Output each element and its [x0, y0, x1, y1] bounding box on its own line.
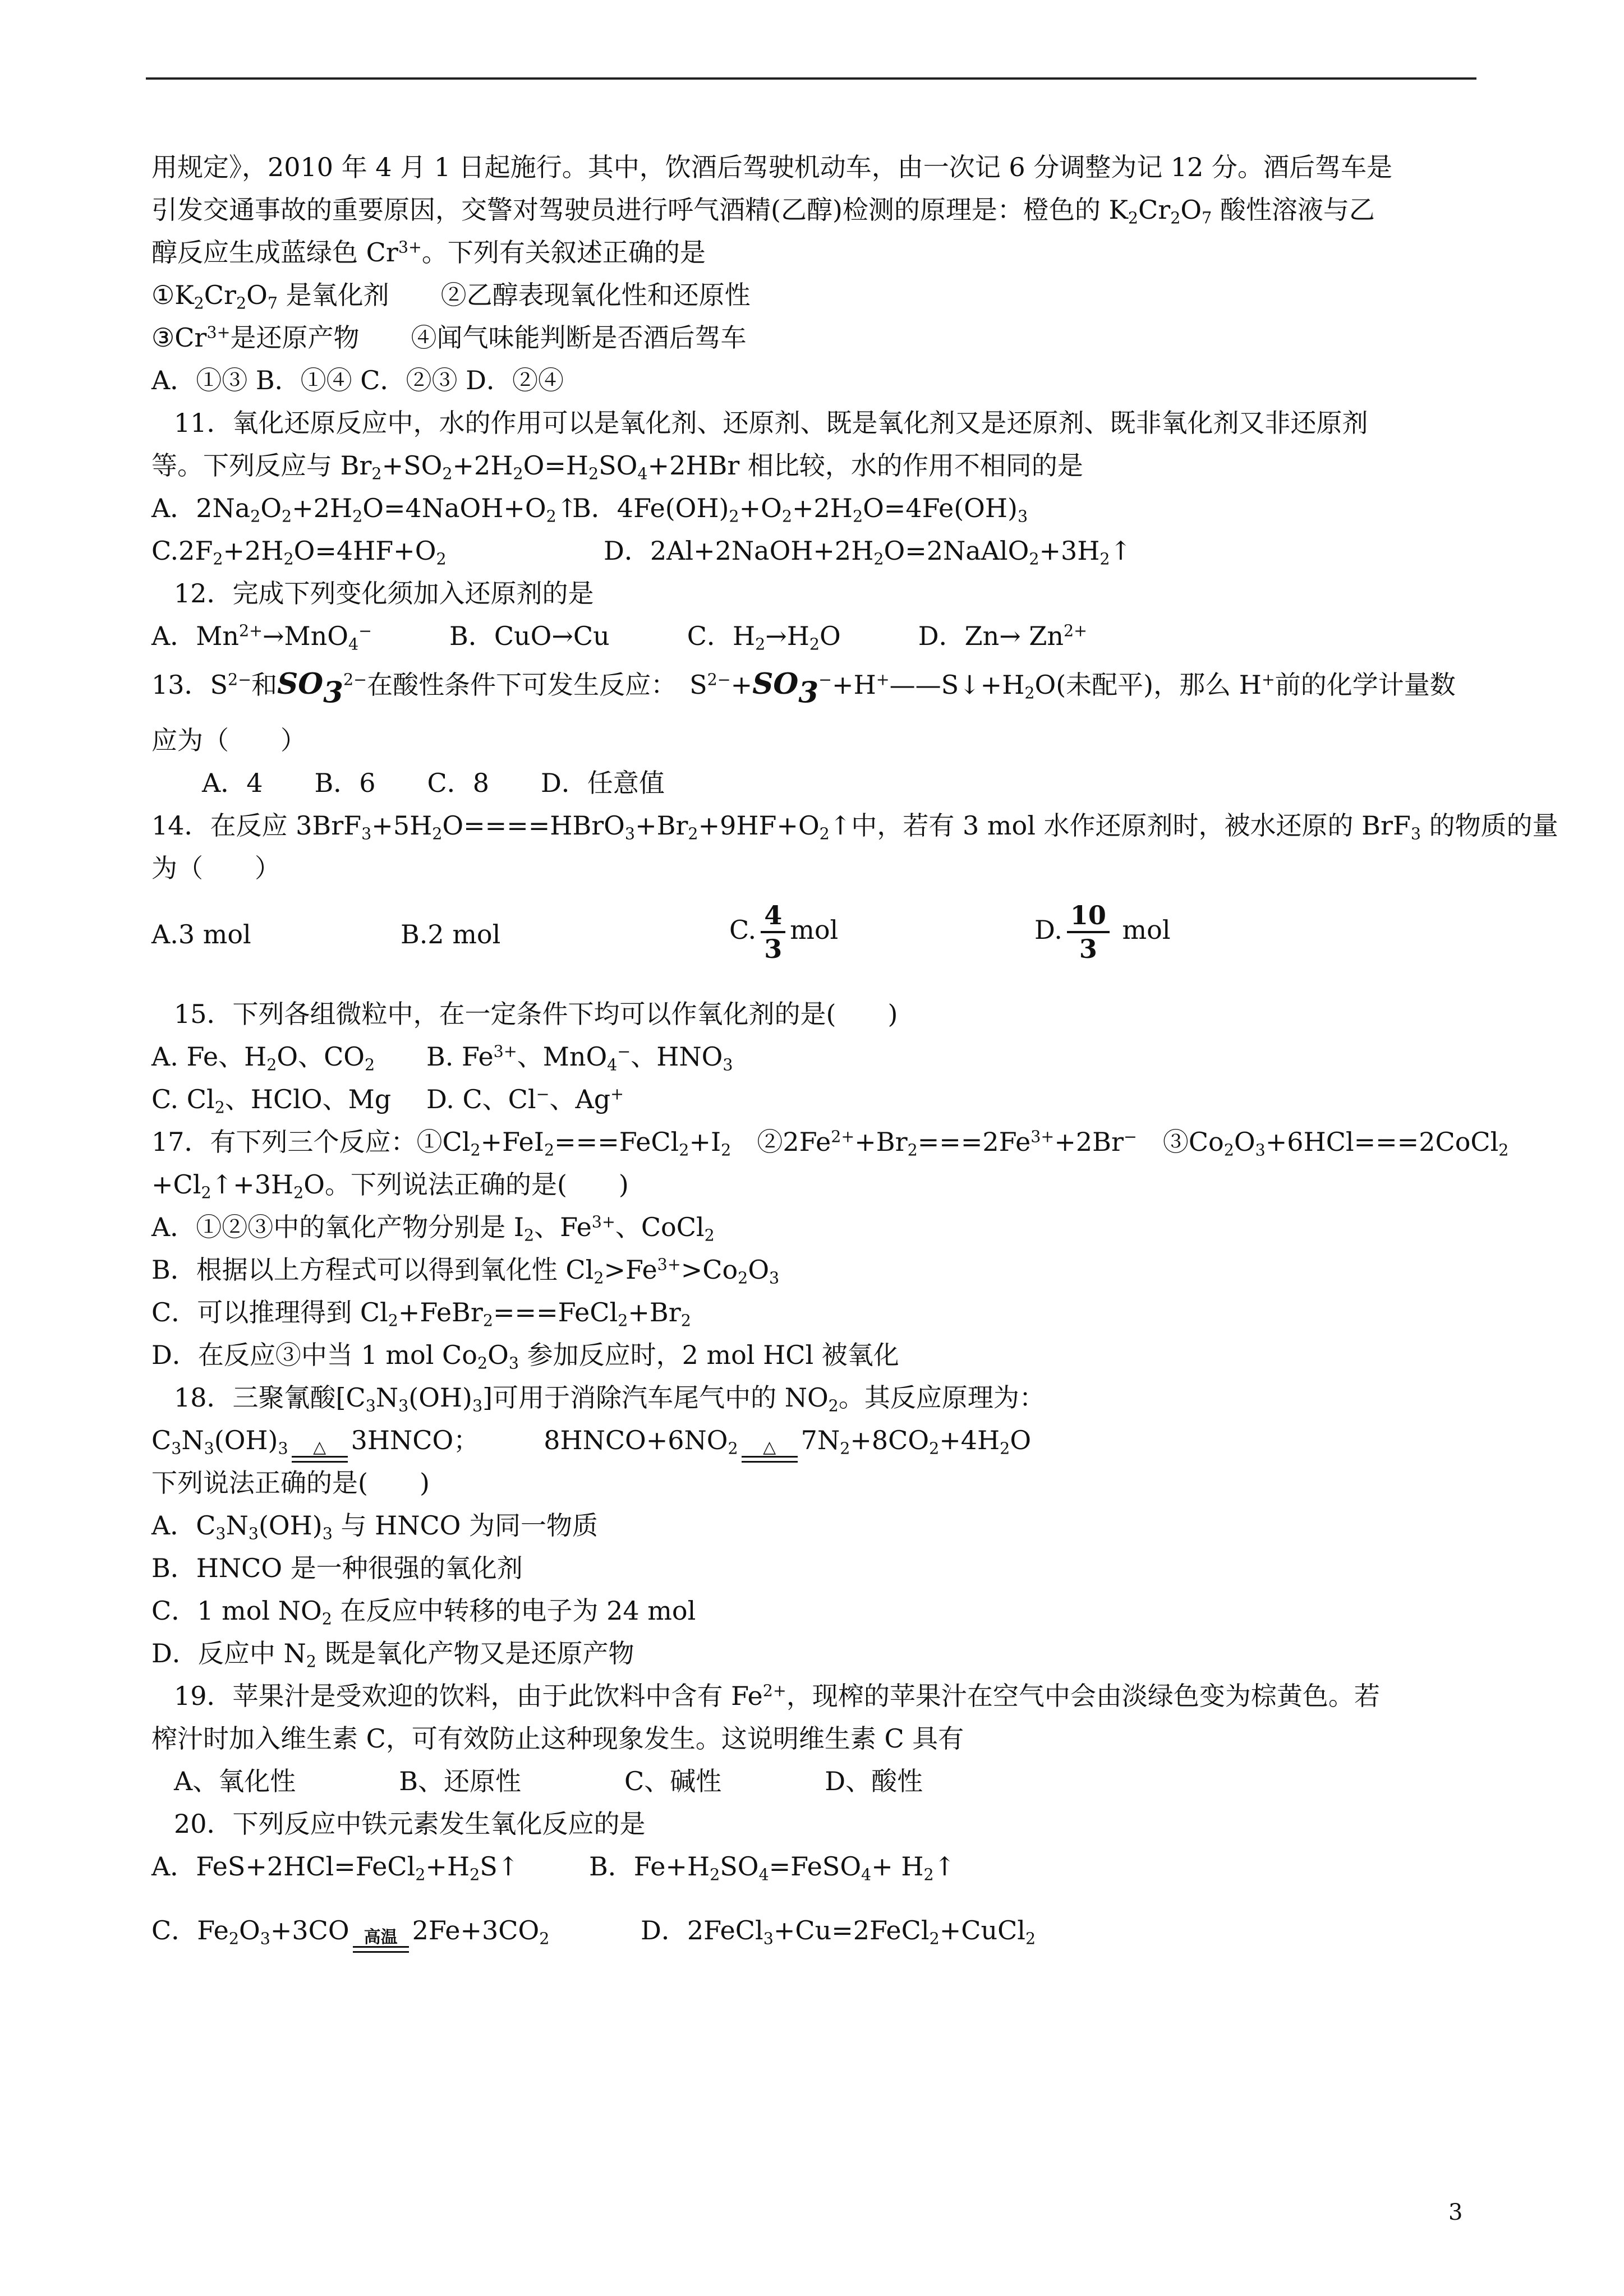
question-19: 19．苹果汁是受欢迎的饮料，由于此饮料中含有 $Fe^{2+}$，现榨的苹果汁在空气中会由淡绿色变为棕黄色。若 [174, 1681, 1380, 1711]
question-11-cont: 等。下列反应与 $Br_2+SO_2+2H_2O=H_2SO_4+2HBr$ 相比较，水的作用不相同的是 [151, 450, 1083, 483]
option-a: A. Fe、$H_2O$、$CO_2$ [151, 1041, 375, 1075]
option-b: B.2 mol [401, 919, 501, 949]
option-a: A．$2Na_2O_2+2H_2O=4NaOH+O_2↑$ [151, 493, 578, 526]
question-13-options: A．4 B．6 C．8 D．任意值 [202, 768, 665, 798]
fraction: $\frac{4}{3}$ [761, 900, 785, 965]
option-d: D．2FeCl$_3$+Cu=2FeCl$_2$+CuCl$_2$ [641, 1915, 1036, 1948]
question-18: 18．三聚氰酸$[C_3N_3(OH)_3]$可用于消除汽车尾气中的 $NO_2$。其反应原理为： [174, 1382, 1045, 1416]
heat-condition: △ [742, 1439, 798, 1463]
option-d: D．在反应③中当 1 mol $Co_2O_3$ 参加反应时，2 mol HCl 被氧化 [151, 1340, 899, 1373]
option-a: A．①②③中的氧化产物分别是 $I_2$、$Fe^{3+}$、CoCl$_2$ [151, 1212, 715, 1245]
text-line: 引发交通事故的重要原因，交警对驾驶员进行呼气酒精(乙醇)检测的原理是：橙色的 $K_2Cr_2O_7$ 酸性溶液与乙 [151, 195, 1375, 228]
option-a: A.3 mol [151, 919, 251, 949]
option-a: A．$FeS+2HCl=FeCl_2+H_2S↑$ [151, 1851, 519, 1884]
fraction: $\frac{10}{3}$ [1067, 900, 1110, 965]
statement-line: $③Cr^{3+}$是还原产物 ④闻气味能判断是否酒后驾车 [151, 322, 747, 353]
question-14: 14．在反应 $3BrF_3+5H_2O====HBrO_3+Br_2+9HF+O_2↑$中，若有 3 mol 水作还原剂时，被水还原的 BrF$_3$ 的物质的量 [151, 810, 1558, 843]
option-b: B．$4Fe(OH)_2+O_2+2H_2O=4Fe(OH)_3$ [572, 493, 1028, 526]
option-b: B．$Fe+H_2SO_4=FeSO_4+$ $H_2↑$ [589, 1851, 956, 1884]
question-13: 13．$S^{2-}$和$SO_3^{2-}$在酸性条件下可发生反应： $S^{2-}+SO_3^-+H^+——S↓+H_2O$(未配平)，那么 H+前的化学计量数 [151, 667, 1456, 710]
statement-line: $①K_2Cr_2O_7$ 是氧化剂 ②乙醇表现氧化性和还原性 [151, 280, 751, 313]
question-17-cont: $+Cl_2↑+3H_2O$。下列说法正确的是( ) [151, 1169, 629, 1202]
question-12-options: A．$Mn^{2+}\to MnO_4^-$ B．CuO→Cu C．$H_2\to H_2O$ D．$Zn\to Zn^{2+}$ [151, 621, 1088, 654]
question-19-cont: 榨汁时加入维生素 C，可有效防止这种现象发生。这说明维生素 C 具有 [151, 1723, 964, 1754]
heat-condition: △ [292, 1439, 348, 1463]
option-a: A．$C_3N_3(OH)_3$ 与 HNCO 为同一物质 [151, 1510, 599, 1543]
page-number: 3 [1448, 2200, 1463, 2225]
option-c: C. $Cl_2$、HClO、Mg [151, 1084, 392, 1117]
option-c: C．$Fe_2O_3+3CO$ 高温 $2Fe+3CO_2$ [151, 1914, 549, 1953]
option-d: D. $\frac{10}{3}$ mol [1034, 900, 1171, 964]
header-rule [146, 77, 1476, 80]
question-19-options: A、氧化性 B、还原性 C、碱性 D、酸性 [174, 1766, 923, 1796]
answer-options: A．①③ B．①④ C．②③ D．②④ [151, 365, 564, 395]
question-12: 12．完成下列变化须加入还原剂的是 [174, 578, 594, 608]
question-20: 20．下列反应中铁元素发生氧化反应的是 [174, 1809, 646, 1839]
option-c: C．1 mol $NO_2$ 在反应中转移的电子为 24 mol [151, 1596, 696, 1629]
reaction-equations: $C_3N_3(OH)_3$ △ 3HNCO； $8HNCO+6NO_2$ △ $7N_2+8CO_2+4H_2O$ [151, 1423, 1031, 1463]
option-b: B．根据以上方程式可以得到氧化性 $Cl_2>Fe^{3+}>Co_2O_3$ [151, 1255, 780, 1288]
option-c: C．可以推理得到 $Cl_2+FeBr_2===FeCl_2+Br_2$ [151, 1297, 691, 1330]
option-d: D. C、Cl−、Ag+ [426, 1084, 624, 1114]
question-17: 17．有下列三个反应：$①Cl_2+FeI_2===FeCl_2+I_2$ $②2Fe^{2+}+Br_2===2Fe^{3+}+2Br^-$ $③Co_2O_3+6HCl===2CoCl_2$ [151, 1127, 1509, 1160]
high-temperature-condition: 高温 [353, 1929, 409, 1953]
text-line: 醇反应生成蓝绿色 $Cr^{3+}$。下列有关叙述正确的是 [151, 237, 706, 268]
option-d: D．$2Al+2NaOH+2H_2O=2NaAlO_2+3H_2↑$ [604, 536, 1132, 569]
question-15: 15．下列各组微粒中，在一定条件下均可以作氧化剂的是( ) [174, 999, 898, 1029]
text-line: 用规定》，2010 年 4 月 1 日起施行。其中，饮酒后驾驶机动车，由一次记 6 分调整为记 12 分。酒后驾车是 [151, 152, 1392, 182]
question-13-cont: 应为（ ） [151, 725, 306, 755]
option-c: $C.2F_2+2H_2O=4HF+O_2$ [151, 536, 447, 569]
option-c: C. $\frac{4}{3}$ mol [729, 900, 839, 964]
question-14-cont: 为（ ） [151, 853, 280, 883]
option-b: B．HNCO 是一种很强的氧化剂 [151, 1553, 523, 1583]
option-d: D．反应中 $N_2$ 既是氧化产物又是还原产物 [151, 1638, 634, 1671]
question-18-prompt: 下列说法正确的是( ) [151, 1468, 430, 1498]
option-b: B. $Fe^{3+}$、MnO$_4$−、$HNO_3$ [426, 1041, 733, 1075]
question-11: 11．氧化还原反应中，水的作用可以是氧化剂、还原剂、既是氧化剂又是还原剂、既非氧化剂又非还原剂 [174, 408, 1368, 438]
